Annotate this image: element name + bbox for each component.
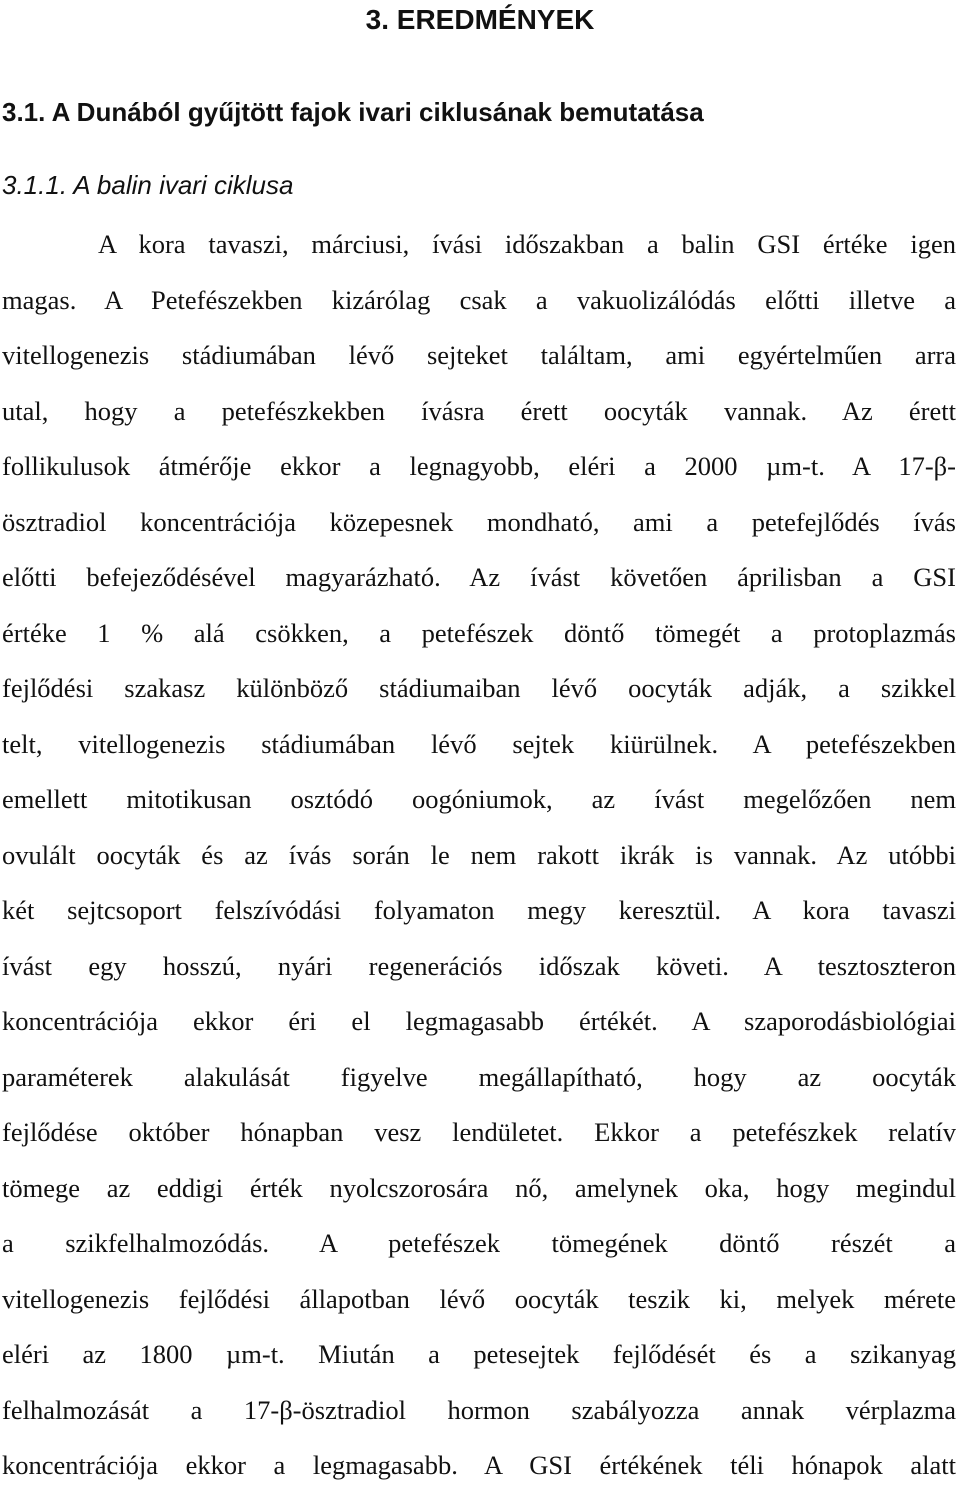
paragraph-line: telt, vitellogenezis stádiumában lévő sejtek kiürülnek. A petefészekben <box>2 728 956 759</box>
paragraph-line: follikulusok átmérője ekkor a legnagyobb, eléri a 2000 µm-t. A 17-β- <box>2 451 956 481</box>
paragraph-line: a szikfelhalmozódás. A petefészek tömegének döntő részét a <box>2 1228 956 1258</box>
paragraph-line: utal, hogy a petefészkekben ívásra érett oocyták vannak. Az érett <box>2 395 956 426</box>
paragraph-line: tömege az eddigi érték nyolcszorosára nő, amelynek oka, hogy megindul <box>2 1172 956 1203</box>
subsection-title: 3.1.1. A balin ivari ciklusa <box>2 170 294 200</box>
paragraph-line: magas. A Petefészekben kizárólag csak a vakuolizálódás előtti illetve a <box>2 284 956 315</box>
paragraph-line: A kora tavaszi, márciusi, ívási időszakban a balin GSI értéke igen <box>98 229 956 259</box>
paragraph-line: koncentrációja ekkor éri el legmagasabb értékét. A szaporodásbiológiai <box>2 1006 956 1036</box>
paragraph-line: emellett mitotikusan osztódó oogóniumok, az ívást megelőzően nem <box>2 784 956 814</box>
paragraph-line: koncentrációja ekkor a legmagasabb. A GSI értékének téli hónapok alatt <box>2 1450 956 1480</box>
section-title: 3.1. A Dunából gyűjtött fajok ivari ciklusának bemutatása <box>2 97 704 127</box>
paragraph-line: előtti befejeződésével magyarázható. Az ívást követően áprilisban a GSI <box>2 562 956 592</box>
paragraph-line: értéke 1 % alá csökken, a petefészek döntő tömegét a protoplazmás <box>2 617 956 648</box>
body-paragraph <box>2 217 956 1494</box>
paragraph-line: eléri az 1800 µm-t. Miután a petesejtek fejlődését és a szikanyag <box>2 1339 956 1369</box>
paragraph-line: ovulált oocyták és az ívás során le nem rakott ikrák is vannak. Az utóbbi <box>2 839 956 870</box>
chapter-title: 3. EREDMÉNYEK <box>365 4 595 35</box>
paragraph-line: paraméterek alakulását figyelve megállapítható, hogy az oocyták <box>2 1061 956 1092</box>
paragraph-line: vitellogenezis fejlődési állapotban lévő oocyták teszik ki, melyek mérete <box>2 1283 956 1314</box>
paragraph-line: vitellogenezis stádiumában lévő sejteket találtam, ami egyértelműen arra <box>2 340 956 370</box>
paragraph-line: felhalmozását a 17-β-ösztradiol hormon szabályozza annak vérplazma <box>2 1394 956 1425</box>
paragraph-line: ívást egy hosszú, nyári regenerációs időszak követi. A tesztoszteron <box>2 950 956 981</box>
paragraph-line: fejlődése október hónapban vesz lendületet. Ekkor a petefészkek relatív <box>2 1117 956 1147</box>
paragraph-line: ösztradiol koncentrációja közepesnek mondható, ami a petefejlődés ívás <box>2 506 956 537</box>
paragraph-line: két sejtcsoport felszívódási folyamaton megy keresztül. A kora tavaszi <box>2 895 956 925</box>
paragraph-line: fejlődési szakasz különböző stádiumaiban lévő oocyták adják, a szikkel <box>2 673 956 703</box>
